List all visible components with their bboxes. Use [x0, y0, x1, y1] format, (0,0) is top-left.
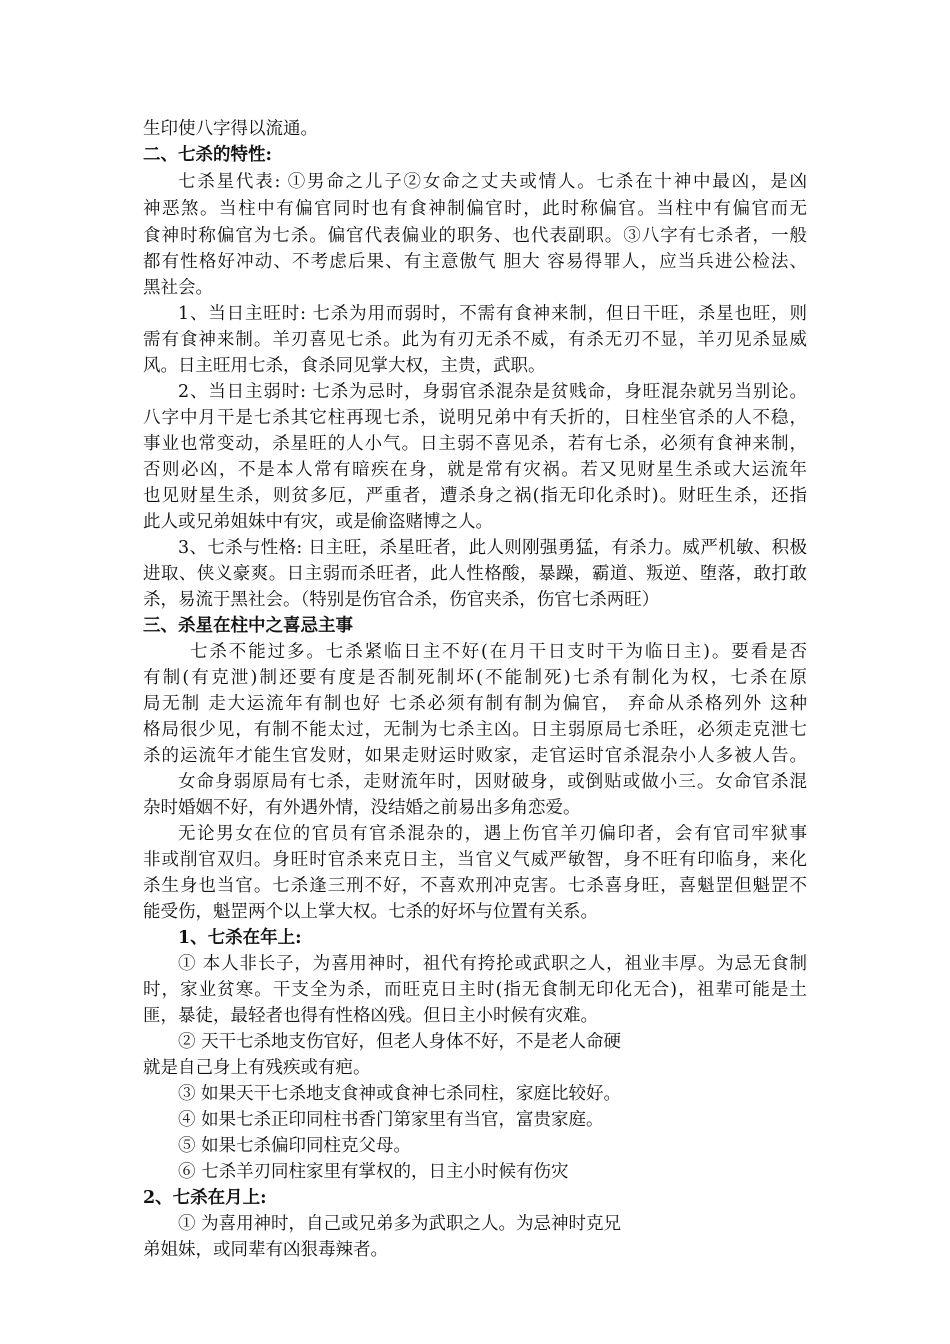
text-line: 杀，易流于黑社会。（特别是伤官合杀，伤官夹杀，伤官七杀两旺） [143, 590, 660, 610]
text-line: 神恶煞。当柱中有偏官同时也有食神制偏官时，此时称偏官。当柱中有偏官而无 [143, 199, 807, 219]
text-line: 有制(有克泄)制还要有度是否制死制坏(不能制死)七杀有制化为权，七杀在原 [143, 668, 807, 688]
list-item: ⑥ 七杀羊刃同柱家里有掌权的，日主小时候有伤灾 [178, 1162, 569, 1182]
text-line: 2、当日主弱时: 七杀为忌时，身弱官杀混杂是贫贱命，身旺混杂就另当别论。 [178, 382, 807, 402]
text-line: 格局很少见，有制不能太过，无制为七杀主凶。日主弱原局七杀旺，必须走克泄七 [143, 720, 807, 740]
text-line: 无论男女在位的官员有官杀混杂的，遇上伤官羊刃偏印者，会有官司牢狱事 [178, 824, 807, 844]
text-line: 此人或兄弟姐妹中有灾，或是偷盗赌博之人。 [143, 512, 493, 532]
text-line: 八字中月干是七杀其它柱再现七杀，说明兄弟中有夭折的，日柱坐官杀的人不稳， [143, 408, 807, 428]
text-line: 局无制 走大运流年有制也好 七杀必须有制有制为偏官， 弃命从杀格列外 这种 [143, 694, 807, 714]
text-line: 杀生身也当官。七杀逢三刑不好，不喜欢刑冲克害。七杀喜身旺，喜魁罡但魁罡不 [143, 876, 807, 896]
section-heading: 三、杀星在柱中之喜忌主事 [143, 616, 353, 636]
list-item: ① 为喜用神时，自己或兄弟多为武职之人。为忌神时克兄 [178, 1214, 622, 1234]
subsection-heading: 2、七杀在月上: [143, 1188, 267, 1208]
text-line: 都有性格好冲动、不考虑后果、有主意傲气 胆大 容易得罪人，应当兵进公检法、 [143, 252, 807, 272]
text-line: 弟姐妹，或同辈有凶狠毒辣者。 [143, 1240, 388, 1260]
list-item: ④ 如果七杀正印同柱书香门第家里有当官，富贵家庭。 [178, 1110, 604, 1130]
text-line: 3、七杀与性格: 日主旺，杀星旺者，此人则刚强勇猛，有杀力。威严机敏、积极 [178, 538, 807, 558]
text-line: 需有食神来制。羊刃喜见七杀。此为有刃无杀不威，有杀无刃不显，羊刃见杀显威 [143, 330, 807, 350]
text-line: 也见财星生杀，则贫多厄，严重者，遭杀身之祸(指无印化杀时)。财旺生杀，还指 [143, 486, 807, 506]
text-line: 否则必凶，不是本人常有暗疾在身，就是常有灾祸。若又见财星生杀或大运流年 [143, 460, 807, 480]
text-line: 七杀不能过多。七杀紧临日主不好(在月干日支时干为临日主)。要看是否 [190, 642, 807, 662]
text-line: 杀的运流年才能生官发财，如果走财运时败家，走官运时官杀混杂小人多被人告。 [143, 746, 807, 766]
text-line: 非或削官双归。身旺时官杀来克日主，当官义气威严敏智，身不旺有印临身，来化 [143, 850, 807, 870]
text-line: 进取、侠义豪爽。日主弱而杀旺者，此人性格酸，暴躁，霸道、叛逆、堕落，敢打敢 [143, 564, 807, 584]
list-item: ② 天干七杀地支伤官好，但老人身体不好，不是老人命硬 [178, 1032, 622, 1052]
text-line: 生印使八字得以流通。 [143, 119, 318, 139]
text-line: 食神时称偏官为七杀。偏官代表偏业的职务、也代表副职。③八字有七杀者，一般 [143, 226, 807, 246]
text-line: 事业也常变动，杀星旺的人小气。日主弱不喜见杀，若有七杀，必须有食神来制， [143, 434, 807, 454]
list-item: ⑤ 如果七杀偏印同柱克父母。 [178, 1136, 412, 1156]
text-line: 女命身弱原局有七杀，走财流年时，因财破身，或倒贴或做小三。女命官杀混 [178, 772, 807, 792]
list-item: ③ 如果天干七杀地支食神或食神七杀同柱，家庭比较好。 [178, 1084, 622, 1104]
text-line: 黑社会。 [143, 278, 213, 298]
section-heading: 二、七杀的特性: [143, 145, 272, 165]
text-line: 匪，暴徒，最轻者也得有性格凶残。但日主小时候有灾难。 [143, 1006, 598, 1026]
subsection-heading: 1、七杀在年上: [178, 928, 302, 948]
text-line: 时，家业贫寒。干支全为杀，而旺克日主时(指无食制无印化无合)，祖辈可能是土 [143, 980, 807, 1000]
text-line: 风。日主旺用七杀，食杀同见掌大权，主贵，武职。 [143, 356, 546, 376]
text-line: ① 本人非长子，为喜用神时，祖代有挎抡或武职之人，祖业丰厚。为忌无食制 [178, 954, 807, 974]
text-line: 就是自己身上有残疾或有疤。 [143, 1058, 371, 1078]
text-line: 杂时婚姻不好，有外遇外情，没结婚之前易出多角恋爱。 [143, 798, 581, 818]
text-line: 1、当日主旺时: 七杀为用而弱时，不需有食神来制，但日干旺，杀星也旺，则 [178, 304, 807, 324]
text-line: 能受伤，魁罡两个以上掌大权。七杀的好坏与位置有关系。 [143, 902, 598, 922]
text-line: 七杀星代表: ①男命之儿子②女命之丈夫或情人。七杀在十神中最凶，是凶 [178, 172, 807, 192]
